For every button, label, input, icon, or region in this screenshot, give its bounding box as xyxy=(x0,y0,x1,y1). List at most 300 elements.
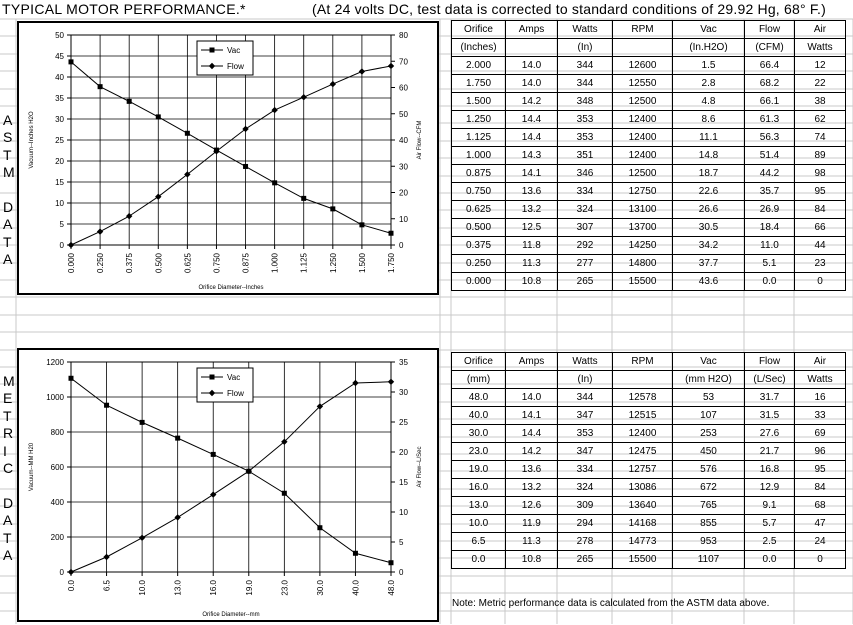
y2-tick-label: 60 xyxy=(399,83,408,93)
table-header-cell xyxy=(506,371,558,389)
data-point-flow xyxy=(97,228,103,234)
y-tick-label: 45 xyxy=(55,52,64,61)
table-row xyxy=(452,389,846,407)
table-cell: 344 xyxy=(558,57,613,75)
side-letter: T xyxy=(3,407,12,424)
table-cell: 44.2 xyxy=(745,165,795,183)
x-tick-label: 0.250 xyxy=(96,253,106,274)
data-point-flow xyxy=(210,491,216,497)
table-cell: 26.6 xyxy=(673,201,745,219)
table-cell: 0 xyxy=(795,551,846,569)
table-cell: 344 xyxy=(558,75,613,93)
table-cell: 14.8 xyxy=(673,147,745,165)
table-cell: 347 xyxy=(558,407,613,425)
table-cell: 1.5 xyxy=(673,57,745,75)
table-cell: 14.4 xyxy=(506,111,558,129)
y-axis-title: Vacuum--Inches H2O xyxy=(29,111,35,169)
table-cell: 14800 xyxy=(613,255,673,273)
table-cell: 96 xyxy=(795,443,846,461)
legend-label: Vac xyxy=(227,373,241,382)
table-cell: 30.5 xyxy=(673,219,745,237)
table-cell: 353 xyxy=(558,425,613,443)
table-cell: 1.250 xyxy=(452,111,506,129)
table-cell: 14.0 xyxy=(506,57,558,75)
table-cell: 13.2 xyxy=(506,479,558,497)
table-header-cell xyxy=(506,39,558,57)
table-cell: 43.6 xyxy=(673,273,745,291)
y-tick-label: 40 xyxy=(55,73,64,82)
table-cell: 11.8 xyxy=(506,237,558,255)
table-cell: 14.3 xyxy=(506,147,558,165)
table-row xyxy=(452,75,846,93)
x-tick-label: 1.250 xyxy=(328,253,338,274)
table-cell: 12 xyxy=(795,57,846,75)
table-cell: 68.2 xyxy=(745,75,795,93)
table-cell: 12400 xyxy=(613,147,673,165)
table-cell: 15500 xyxy=(613,551,673,569)
table-cell: 13100 xyxy=(613,201,673,219)
metric-data-table xyxy=(451,352,846,569)
data-point-flow xyxy=(330,81,336,87)
x-tick-label: 0.875 xyxy=(241,253,251,274)
table-cell: 37.7 xyxy=(673,255,745,273)
table-cell: 253 xyxy=(673,425,745,443)
side-letter: A xyxy=(3,216,13,233)
table-header-row xyxy=(452,39,846,57)
side-letter: T xyxy=(3,529,12,546)
table-cell: 576 xyxy=(673,461,745,479)
table-header-cell: (In.H2O) xyxy=(673,39,745,57)
table-cell: 353 xyxy=(558,111,613,129)
side-letter: E xyxy=(3,390,13,407)
astm-chart-svg xyxy=(19,23,437,293)
table-header-cell: Orifice xyxy=(452,21,506,39)
test-conditions: (At 24 volts DC, test data is corrected to standard conditions of 29.92 Hg, 68° F.) xyxy=(312,1,827,17)
table-cell: 1.000 xyxy=(452,147,506,165)
y2-axis-title: Air Flow--L/Sec xyxy=(417,446,423,488)
table-cell: 1.750 xyxy=(452,75,506,93)
side-letter: M xyxy=(3,164,15,181)
table-cell: 11.3 xyxy=(506,533,558,551)
table-cell: 2.8 xyxy=(673,75,745,93)
data-point-vac xyxy=(353,551,358,556)
data-point-flow xyxy=(301,94,307,100)
x-tick-label: 0.625 xyxy=(183,253,193,274)
table-header-cell: Watts xyxy=(558,353,613,371)
y-tick-label: 1000 xyxy=(46,393,64,402)
table-cell: 0.750 xyxy=(452,183,506,201)
table-cell: 14.0 xyxy=(506,389,558,407)
table-header-cell: Air xyxy=(795,353,846,371)
data-point-flow xyxy=(126,213,132,219)
series-line-flow xyxy=(71,66,391,245)
y2-tick-label: 20 xyxy=(399,188,408,198)
table-header-cell: (L/Sec) xyxy=(745,371,795,389)
legend xyxy=(197,41,253,75)
astm-data-table xyxy=(451,20,846,291)
table-cell: 0.0 xyxy=(452,551,506,569)
table-header-cell: Watts xyxy=(558,21,613,39)
table-row xyxy=(452,273,846,291)
data-point-flow xyxy=(68,569,74,575)
table-cell: 855 xyxy=(673,515,745,533)
table-row xyxy=(452,183,846,201)
x-tick-label: 13.0 xyxy=(173,580,183,596)
astm-chart xyxy=(17,21,439,295)
table-row xyxy=(452,533,846,551)
x-tick-label: 1.125 xyxy=(299,253,309,274)
table-cell: 95 xyxy=(795,183,846,201)
x-tick-label: 30.0 xyxy=(315,580,325,596)
data-point-vac xyxy=(243,164,248,169)
table-cell: 23 xyxy=(795,255,846,273)
table-row xyxy=(452,443,846,461)
table-cell: 12400 xyxy=(613,425,673,443)
y-tick-label: 25 xyxy=(55,136,64,145)
table-cell: 9.1 xyxy=(745,497,795,515)
table-header-cell: Vac xyxy=(673,353,745,371)
table-header-row xyxy=(452,371,846,389)
data-point-vac xyxy=(104,403,109,408)
table-cell: 14.4 xyxy=(506,129,558,147)
table-header-cell: Vac xyxy=(673,21,745,39)
table-cell: 38 xyxy=(795,93,846,111)
x-tick-label: 0.500 xyxy=(154,253,164,274)
table-cell: 0.875 xyxy=(452,165,506,183)
table-cell: 84 xyxy=(795,201,846,219)
table-cell: 4.8 xyxy=(673,93,745,111)
table-cell: 265 xyxy=(558,273,613,291)
table-cell: 5.1 xyxy=(745,255,795,273)
x-tick-label: 0.0 xyxy=(67,580,76,592)
table-cell: 8.6 xyxy=(673,111,745,129)
y2-tick-label: 0 xyxy=(399,241,404,250)
data-point-vac xyxy=(69,376,74,381)
table-cell: 22 xyxy=(795,75,846,93)
y-tick-label: 0 xyxy=(59,568,64,577)
table-cell: 53 xyxy=(673,389,745,407)
table-cell: 68 xyxy=(795,497,846,515)
table-cell: 307 xyxy=(558,219,613,237)
table-cell: 22.6 xyxy=(673,183,745,201)
table-cell: 11.3 xyxy=(506,255,558,273)
table-cell: 12475 xyxy=(613,443,673,461)
x-tick-label: 0.750 xyxy=(212,253,222,274)
table-row xyxy=(452,461,846,479)
data-point-vac xyxy=(127,99,132,104)
table-cell: 14.1 xyxy=(506,165,558,183)
table-cell: 66.1 xyxy=(745,93,795,111)
table-cell: 16.8 xyxy=(745,461,795,479)
table-cell: 13.6 xyxy=(506,183,558,201)
series-line-vac xyxy=(71,378,391,562)
side-letter: I xyxy=(3,442,7,459)
y-tick-label: 0 xyxy=(59,241,64,250)
x-tick-label: 1.500 xyxy=(357,253,367,274)
table-row xyxy=(452,57,846,75)
table-cell: 11.0 xyxy=(745,237,795,255)
table-cell: 47 xyxy=(795,515,846,533)
table-row xyxy=(452,515,846,533)
table-cell: 346 xyxy=(558,165,613,183)
table-cell: 84 xyxy=(795,479,846,497)
side-letter: T xyxy=(3,233,12,250)
table-header-cell: Watts xyxy=(795,39,846,57)
table-cell: 69 xyxy=(795,425,846,443)
table-cell: 15500 xyxy=(613,273,673,291)
table-cell: 348 xyxy=(558,93,613,111)
table-cell: 66 xyxy=(795,219,846,237)
table-cell: 294 xyxy=(558,515,613,533)
table-cell: 13700 xyxy=(613,219,673,237)
legend-marker-vac xyxy=(210,375,215,380)
y2-tick-label: 0 xyxy=(399,568,404,577)
side-letter: T xyxy=(3,146,12,163)
table-cell: 0.0 xyxy=(745,551,795,569)
data-point-vac xyxy=(317,525,322,530)
legend-marker-vac xyxy=(210,48,215,53)
table-cell: 33 xyxy=(795,407,846,425)
table-cell: 2.5 xyxy=(745,533,795,551)
side-letter: M xyxy=(3,373,15,389)
table-cell: 672 xyxy=(673,479,745,497)
table-header-cell: (CFM) xyxy=(745,39,795,57)
data-point-vac xyxy=(211,452,216,457)
table-cell: 40.0 xyxy=(452,407,506,425)
x-tick-label: 23.0 xyxy=(280,580,290,596)
table-cell: 0.375 xyxy=(452,237,506,255)
table-cell: 10.8 xyxy=(506,551,558,569)
table-cell: 13.0 xyxy=(452,497,506,515)
data-point-flow xyxy=(174,514,180,520)
table-cell: 324 xyxy=(558,201,613,219)
table-header-cell: Air xyxy=(795,21,846,39)
side-letter: A xyxy=(3,251,13,268)
x-axis-title: Orifice Diameter--Inches xyxy=(198,285,264,291)
table-cell: 27.6 xyxy=(745,425,795,443)
table-cell: 2.000 xyxy=(452,57,506,75)
table-cell: 5.7 xyxy=(745,515,795,533)
table-cell: 18.4 xyxy=(745,219,795,237)
table-row xyxy=(452,407,846,425)
data-point-vac xyxy=(175,436,180,441)
table-cell: 953 xyxy=(673,533,745,551)
table-cell: 95 xyxy=(795,461,846,479)
table-cell: 265 xyxy=(558,551,613,569)
table-header-cell: (In) xyxy=(558,371,613,389)
table-cell: 19.0 xyxy=(452,461,506,479)
data-point-vac xyxy=(389,231,394,236)
table-cell: 12550 xyxy=(613,75,673,93)
table-cell: 18.7 xyxy=(673,165,745,183)
table-header-cell: Flow xyxy=(745,353,795,371)
y2-tick-label: 25 xyxy=(399,418,408,427)
table-cell: 309 xyxy=(558,497,613,515)
table-cell: 14.1 xyxy=(506,407,558,425)
y-tick-label: 600 xyxy=(50,463,64,472)
y2-tick-label: 5 xyxy=(399,538,404,547)
x-tick-label: 40.0 xyxy=(351,580,361,596)
y-tick-label: 35 xyxy=(55,94,64,103)
table-cell: 278 xyxy=(558,533,613,551)
x-tick-label: 1.750 xyxy=(387,253,396,274)
side-letter: R xyxy=(3,425,14,442)
table-row xyxy=(452,237,846,255)
data-point-flow xyxy=(388,379,394,385)
legend-label: Flow xyxy=(227,62,244,71)
table-cell: 12757 xyxy=(613,461,673,479)
x-tick-label: 48.0 xyxy=(387,580,396,596)
table-cell: 12.6 xyxy=(506,497,558,515)
table-row xyxy=(452,479,846,497)
y2-tick-label: 10 xyxy=(399,508,408,517)
data-point-vac xyxy=(330,206,335,211)
y-tick-label: 20 xyxy=(55,157,64,166)
data-point-flow xyxy=(271,107,277,113)
table-cell: 56.3 xyxy=(745,129,795,147)
table-cell: 0.250 xyxy=(452,255,506,273)
table-row xyxy=(452,129,846,147)
y-tick-label: 10 xyxy=(55,199,64,208)
table-row xyxy=(452,201,846,219)
table-cell: 6.5 xyxy=(452,533,506,551)
side-letter: D xyxy=(3,494,14,511)
table-cell: 13.2 xyxy=(506,201,558,219)
table-row xyxy=(452,497,846,515)
table-header-cell: (mm H2O) xyxy=(673,371,745,389)
table-cell: 12578 xyxy=(613,389,673,407)
table-row xyxy=(452,111,846,129)
table-cell: 12750 xyxy=(613,183,673,201)
table-cell: 10.0 xyxy=(452,515,506,533)
data-point-vac xyxy=(140,420,145,425)
table-cell: 12400 xyxy=(613,129,673,147)
metric-chart-svg xyxy=(19,350,437,620)
table-cell: 0.500 xyxy=(452,219,506,237)
x-tick-label: 19.0 xyxy=(244,580,254,596)
x-tick-label: 6.5 xyxy=(102,580,112,592)
table-cell: 14250 xyxy=(613,237,673,255)
table-cell: 0 xyxy=(795,273,846,291)
data-point-vac xyxy=(359,222,364,227)
table-cell: 21.7 xyxy=(745,443,795,461)
table-cell: 344 xyxy=(558,389,613,407)
table-cell: 12500 xyxy=(613,93,673,111)
y2-tick-label: 80 xyxy=(399,31,408,40)
y-tick-label: 800 xyxy=(50,428,64,437)
x-tick-label: 16.0 xyxy=(209,580,219,596)
side-letter: D xyxy=(3,199,14,215)
table-cell: 44 xyxy=(795,237,846,255)
table-cell: 12400 xyxy=(613,111,673,129)
table-header-cell xyxy=(613,39,673,57)
data-point-vac xyxy=(185,131,190,136)
table-cell: 351 xyxy=(558,147,613,165)
table-cell: 14168 xyxy=(613,515,673,533)
y-tick-label: 30 xyxy=(55,115,64,124)
y2-tick-label: 30 xyxy=(399,388,408,397)
table-cell: 14.0 xyxy=(506,75,558,93)
table-row xyxy=(452,551,846,569)
table-cell: 31.7 xyxy=(745,389,795,407)
metric-chart xyxy=(17,348,439,622)
table-header-cell: (mm) xyxy=(452,371,506,389)
y2-axis-title: Air Flow--CFM xyxy=(417,120,423,160)
table-header-cell: (Inches) xyxy=(452,39,506,57)
side-letter: C xyxy=(3,460,14,476)
data-point-vac xyxy=(69,59,74,64)
table-cell: 74 xyxy=(795,129,846,147)
table-cell: 765 xyxy=(673,497,745,515)
table-cell: 66.4 xyxy=(745,57,795,75)
table-cell: 12500 xyxy=(613,165,673,183)
table-cell: 14.2 xyxy=(506,93,558,111)
table-cell: 35.7 xyxy=(745,183,795,201)
table-cell: 0.625 xyxy=(452,201,506,219)
table-cell: 324 xyxy=(558,479,613,497)
table-header-cell xyxy=(613,371,673,389)
table-cell: 89 xyxy=(795,147,846,165)
data-point-vac xyxy=(98,84,103,89)
table-cell: 48.0 xyxy=(452,389,506,407)
table-cell: 12600 xyxy=(613,57,673,75)
table-cell: 61.3 xyxy=(745,111,795,129)
x-tick-label: 0.375 xyxy=(125,253,135,274)
table-cell: 51.4 xyxy=(745,147,795,165)
table-cell: 12.9 xyxy=(745,479,795,497)
y-tick-label: 1200 xyxy=(46,358,64,367)
page-title: TYPICAL MOTOR PERFORMANCE.* xyxy=(2,1,246,17)
table-cell: 16.0 xyxy=(452,479,506,497)
table-header-row xyxy=(452,353,846,371)
table-header-cell: RPM xyxy=(613,21,673,39)
metric-note: Note: Metric performance data is calculated from the ASTM data above. xyxy=(452,598,770,609)
legend-label: Flow xyxy=(227,389,244,398)
table-cell: 26.9 xyxy=(745,201,795,219)
table-header-cell: RPM xyxy=(613,353,673,371)
table-row xyxy=(452,219,846,237)
data-point-vac xyxy=(272,180,277,185)
table-cell: 62 xyxy=(795,111,846,129)
table-cell: 450 xyxy=(673,443,745,461)
table-cell: 13.6 xyxy=(506,461,558,479)
y2-tick-label: 10 xyxy=(399,214,408,224)
table-cell: 98 xyxy=(795,165,846,183)
series-line-flow xyxy=(71,382,391,572)
data-point-flow xyxy=(352,380,358,386)
table-cell: 24 xyxy=(795,533,846,551)
legend xyxy=(197,368,253,402)
table-cell: 16 xyxy=(795,389,846,407)
table-cell: 14.2 xyxy=(506,443,558,461)
table-cell: 0.000 xyxy=(452,273,506,291)
table-cell: 12.5 xyxy=(506,219,558,237)
table-cell: 13640 xyxy=(613,497,673,515)
data-point-flow xyxy=(359,68,365,74)
y-tick-label: 15 xyxy=(55,178,64,187)
table-row xyxy=(452,93,846,111)
table-cell: 334 xyxy=(558,461,613,479)
data-point-vac xyxy=(301,196,306,201)
table-cell: 23.0 xyxy=(452,443,506,461)
table-cell: 11.1 xyxy=(673,129,745,147)
series-line-vac xyxy=(71,62,391,233)
table-cell: 13086 xyxy=(613,479,673,497)
legend-label: Vac xyxy=(227,46,241,55)
data-point-vac xyxy=(389,560,394,565)
data-point-vac xyxy=(282,491,287,496)
side-letter: S xyxy=(3,129,13,146)
